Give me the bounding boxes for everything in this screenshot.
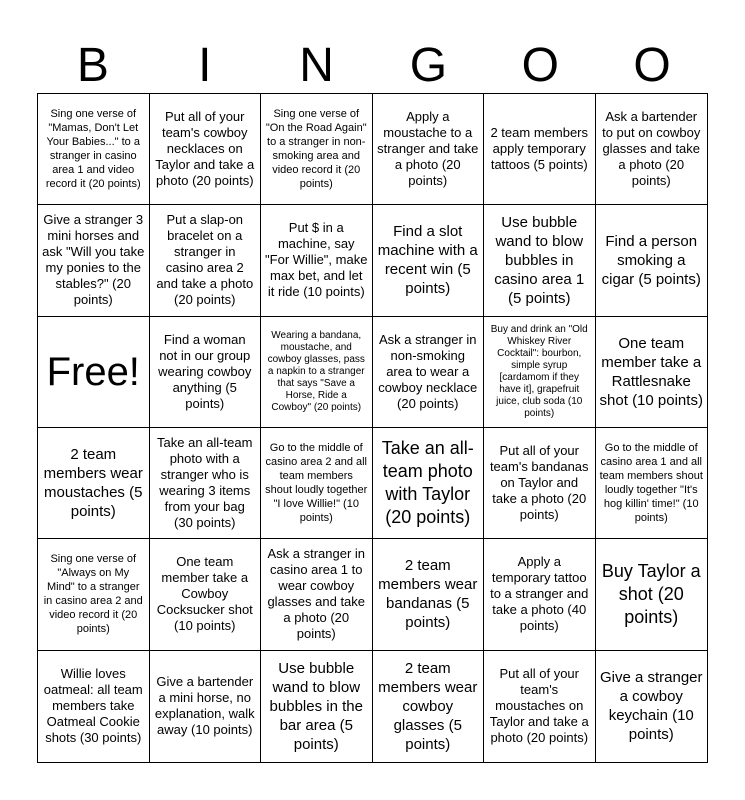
bingo-cell[interactable] <box>38 205 150 316</box>
cell-text: Put all of your team's moustaches on Taylor and take a photo (20 points) <box>489 666 589 746</box>
cell-text: Find a woman not in our group wearing cowboy anything (5 points) <box>158 331 252 411</box>
bingo-cell[interactable] <box>484 94 596 205</box>
bingo-cell[interactable] <box>373 539 485 650</box>
header-letter-o: O <box>521 39 559 92</box>
free-cell[interactable] <box>38 317 150 428</box>
cell-text: Put $ in a machine, say "For Willie", make max bet, and let it ride (10 points) <box>265 220 368 300</box>
bingo-cell[interactable] <box>150 539 262 650</box>
cell-text: 2 team members wear bandanas (5 points) <box>378 557 478 632</box>
bingo-cell[interactable] <box>596 651 708 762</box>
bingo-cell[interactable] <box>596 428 708 539</box>
header-letter-i: I <box>198 39 212 92</box>
cell-text: One team member take a Cowboy Cocksucker shot (10 points) <box>156 554 253 634</box>
cell-text: Willie loves oatmeal: all team members take Oatmeal Cookie shots (30 points) <box>43 666 143 746</box>
cell-text: Apply a moustache to a stranger and take a photo (20 points) <box>377 109 479 189</box>
bingo-board <box>37 93 708 763</box>
cell-text: Put a slap-on bracelet on a stranger in casino area 2 and take a photo (20 points) <box>156 212 254 308</box>
cell-text: Put all of your team's cowboy necklaces on Taylor and take a photo (20 points) <box>155 109 255 189</box>
bingo-cell[interactable] <box>150 651 262 762</box>
header-letter-g: G <box>409 39 448 92</box>
bingo-cell[interactable] <box>261 539 373 650</box>
cell-text: Ask a stranger in casino area 1 to wear cowboy glasses and take a photo (20 points) <box>267 546 366 642</box>
cell-text: Take an all-team photo with a stranger who is wearing 3 items from your bag (30 points) <box>157 435 253 531</box>
header-letter-o-2: O <box>633 39 671 92</box>
bingo-cell[interactable] <box>261 651 373 762</box>
cell-text: Ask a stranger in non-smoking area to wear a cowboy necklace (20 points) <box>378 331 478 411</box>
cell-text: Sing one verse of "On the Road Again" to a stranger in non-smoking area and video record it (20 points) <box>265 108 367 191</box>
bingo-cell[interactable] <box>373 205 485 316</box>
bingo-cell[interactable] <box>373 94 485 205</box>
bingo-cell[interactable] <box>150 205 262 316</box>
cell-text: Sing one verse of "Always on My Mind" to a stranger in casino area 2 and video record it (20 points) <box>43 553 143 636</box>
bingo-cell[interactable] <box>38 94 150 205</box>
bingo-cell[interactable] <box>150 317 262 428</box>
bingo-header <box>37 38 708 94</box>
bingo-cell[interactable] <box>38 651 150 762</box>
cell-text: Go to the middle of casino area 1 and all team members shout loudly together "It's hog killin' time!" (10 points) <box>599 442 703 525</box>
bingo-cell[interactable] <box>596 94 708 205</box>
bingo-cell[interactable] <box>596 317 708 428</box>
bingo-cell[interactable] <box>261 428 373 539</box>
bingo-cell[interactable] <box>596 539 708 650</box>
bingo-cell[interactable] <box>150 94 262 205</box>
cell-text: Take an all-team photo with Taylor (20 points) <box>381 438 474 528</box>
cell-text: 2 team members wear moustaches (5 points) <box>43 446 143 521</box>
cell-text: One team member take a Rattlesnake shot (10 points) <box>599 334 703 409</box>
bingo-cell[interactable] <box>261 317 373 428</box>
bingo-cell[interactable] <box>373 317 485 428</box>
bingo-cell[interactable] <box>373 428 485 539</box>
bingo-cell[interactable] <box>484 205 596 316</box>
cell-text: Give a stranger 3 mini horses and ask "Will you take my ponies to the stables?" (20 points) <box>42 212 145 308</box>
cell-text: 2 team members apply temporary tattoos (5 points) <box>490 125 589 173</box>
bingo-cell[interactable] <box>484 539 596 650</box>
cell-text: Find a person smoking a cigar (5 points) <box>601 232 701 288</box>
cell-text: Apply a temporary tattoo to a stranger and take a photo (40 points) <box>490 554 589 634</box>
cell-text: Buy and drink an "Old Whiskey River Cocktail": bourbon, simple syrup [cardamom if they have it], grapefruit juice, club soda (10 points) <box>490 323 588 419</box>
free-cell-text: Free! <box>46 349 140 394</box>
cell-text: Use bubble wand to blow bubbles in casino area 1 (5 points) <box>494 213 585 307</box>
bingo-cell[interactable] <box>261 94 373 205</box>
cell-text: Wearing a bandana, moustache, and cowboy glasses, pass a napkin to a stranger that says "Save a Horse, Ride a Cowboy" (20 points) <box>267 329 365 413</box>
cell-text: Find a slot machine with a recent win (5 points) <box>377 223 478 298</box>
cell-text: Put all of your team's bandanas on Taylor and take a photo (20 points) <box>489 443 589 523</box>
cell-text: 2 team members wear cowboy glasses (5 points) <box>378 659 478 753</box>
cell-text: Go to the middle of casino area 2 and all team members shout loudly together "I love Willie!" (10 points) <box>265 442 368 525</box>
cell-text: Buy Taylor a shot (20 points) <box>601 560 701 627</box>
cell-text: Use bubble wand to blow bubbles in the bar area (5 points) <box>269 659 363 753</box>
bingo-cell[interactable] <box>38 539 150 650</box>
bingo-cell[interactable] <box>261 205 373 316</box>
cell-text: Ask a bartender to put on cowboy glasses and take a photo (20 points) <box>602 109 701 189</box>
header-letter-n: N <box>299 39 334 92</box>
header-letter-b: B <box>76 39 109 92</box>
bingo-cell[interactable] <box>38 428 150 539</box>
cell-text: Give a bartender a mini horse, no explanation, walk away (10 points) <box>154 674 255 738</box>
bingo-cell[interactable] <box>484 651 596 762</box>
cell-text: Give a stranger a cowboy keychain (10 points) <box>599 669 703 744</box>
bingo-cell[interactable] <box>596 205 708 316</box>
cell-text: Sing one verse of "Mamas, Don't Let Your Babies..." to a stranger in casino area 1 and video record it (20 points) <box>45 108 141 191</box>
bingo-cell[interactable] <box>484 317 596 428</box>
bingo-cell[interactable] <box>150 428 262 539</box>
bingo-cell[interactable] <box>484 428 596 539</box>
bingo-cell[interactable] <box>373 651 485 762</box>
